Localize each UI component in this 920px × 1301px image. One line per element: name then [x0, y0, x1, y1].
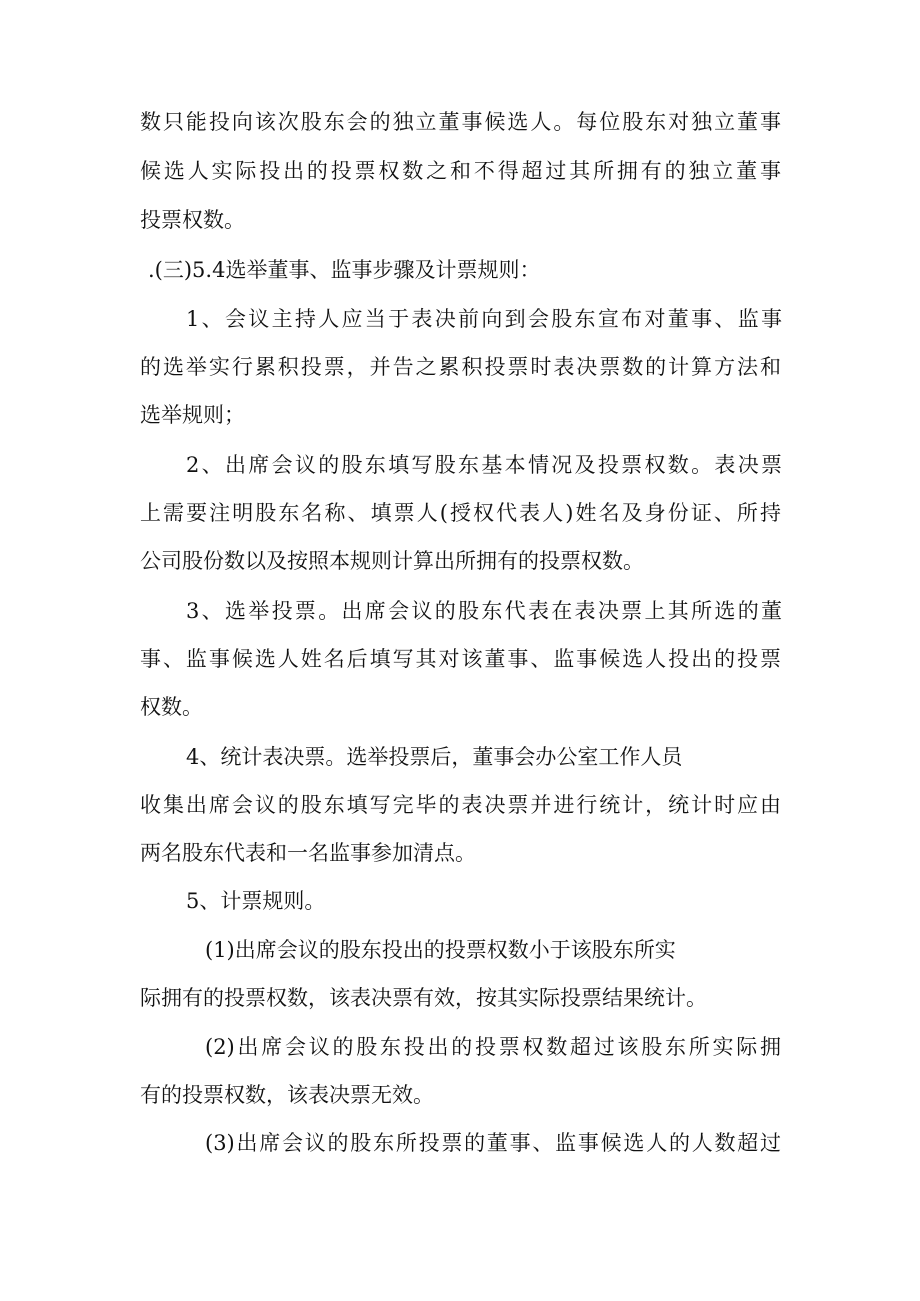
text-line: (2)出席会议的股东投出的投票权数超过该股东所实际拥 [205, 1035, 781, 1059]
section-heading: .(三)5.4选举董事、监事步骤及计票规则： [148, 258, 541, 282]
text-line: 公司股份数以及按照本规则计算出所拥有的投票权数。 [140, 549, 644, 573]
text-line: 上需要注明股东名称、填票人(授权代表人)姓名及身份证、所持 [140, 501, 781, 525]
text-line: 有的投票权数，该表决票无效。 [140, 1083, 434, 1107]
text-line: 3、选举投票。出席会议的股东代表在表决票上其所选的董 [186, 599, 782, 623]
text-line: 数只能投向该次股东会的独立董事候选人。每位股东对独立董事 [140, 110, 781, 134]
text-line: (1)出席会议的股东投出的投票权数小于该股东所实 [205, 938, 676, 962]
text-line: 际拥有的投票权数，该表决票有效，按其实际投票结果统计。 [140, 986, 707, 1010]
text-line: 选举规则； [140, 403, 245, 427]
text-line: 事、监事候选人姓名后填写其对该董事、监事候选人投出的投票 [140, 647, 781, 671]
text-line: 5、计票规则。 [186, 889, 326, 913]
text-line: 1、会议主持人应当于表决前向到会股东宣布对董事、监事 [186, 307, 782, 331]
text-line: 两名股东代表和一名监事参加清点。 [140, 841, 476, 865]
text-line: 收集出席会议的股东填写完毕的表决票并进行统计，统计时应由 [140, 793, 781, 817]
text-line: 候选人实际投出的投票权数之和不得超过其所拥有的独立董事 [140, 159, 781, 183]
text-line: 投票权数。 [140, 208, 245, 232]
text-line: 权数。 [140, 695, 203, 719]
text-line: 2、出席会议的股东填写股东基本情况及投票权数。表决票 [186, 453, 782, 477]
text-line: (3)出席会议的股东所投票的董事、监事候选人的人数超过 [205, 1131, 781, 1155]
text-line: 的选举实行累积投票，并告之累积投票时表决票数的计算方法和 [140, 355, 781, 379]
text-line: 4、统计表决票。选举投票后，董事会办公室工作人员 [186, 745, 683, 769]
